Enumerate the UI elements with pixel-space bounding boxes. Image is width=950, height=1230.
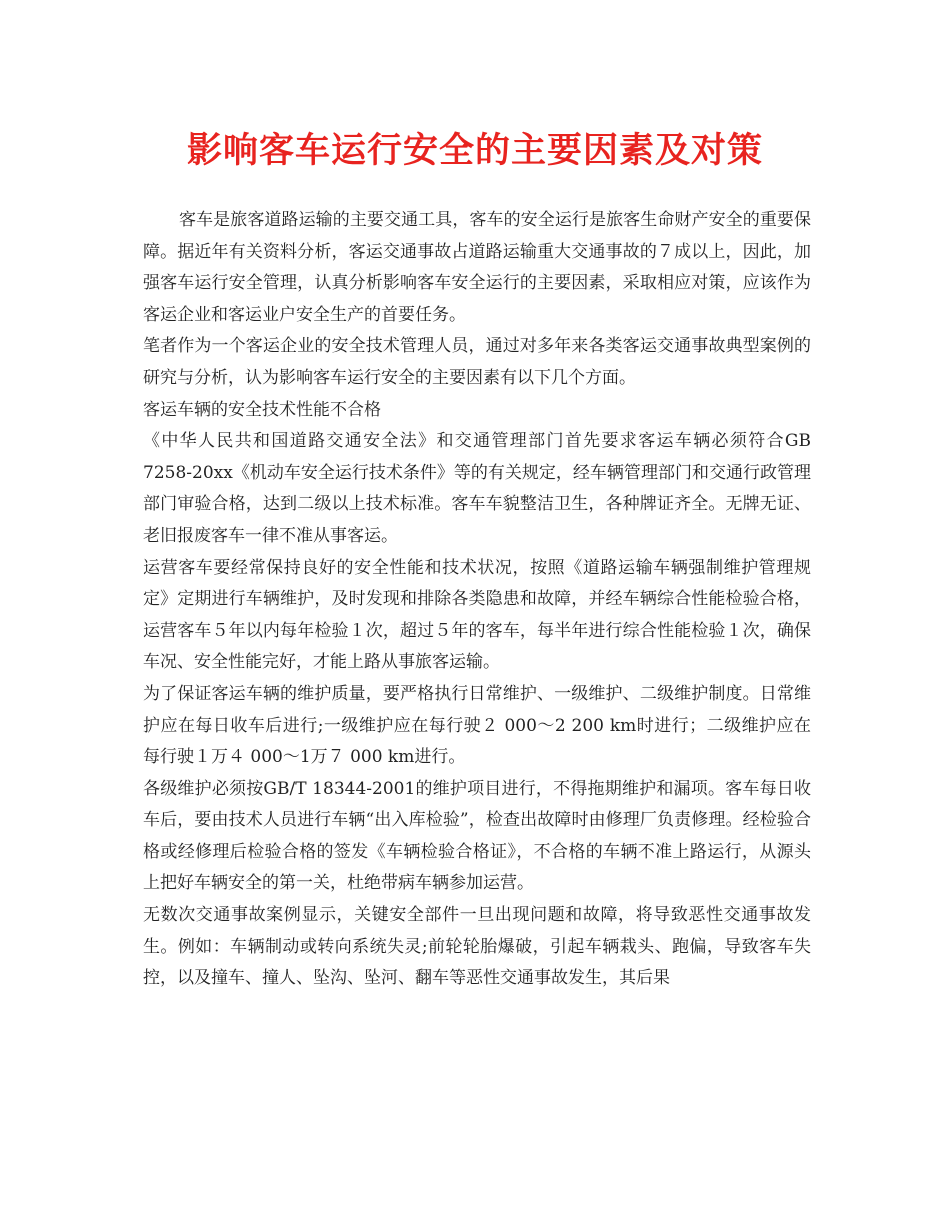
document-body <box>143 205 811 995</box>
document-title: 影响客车运行安全的主要因素及对策 <box>186 130 763 171</box>
paragraph-intro: 客车是旅客道路运输的主要交通工具，客车的安全运行是旅客生命财产安全的重要保障。据近年有关资料分析，客运交通事故占道路运输重大交通事故的７成以上，因此，加强客车运行安全管理，认真分析影响客车安全运行的主要因素，采取相应对策，应该作为客运企业和客运业户安全生产的首要任务。 <box>143 210 811 325</box>
paragraph-traffic-law: 《中华人民共和国道路交通安全法》和交通管理部门首先要求客运车辆必须符合GB 7258-20xx《机动车安全运行技术条件》等的有关规定，经车辆管理部门和交通行政管理部门审验合格，达到二级以上技术标准。客车车貌整洁卫生，各种牌证齐全。无牌无证、老旧报废客车一律不准从事客运。 <box>143 431 811 546</box>
paragraph-maintenance: 运营客车要经常保持良好的安全性能和技术状况，按照《道路运输车辆强制维护管理规定》定期进行车辆维护，及时发现和排除各类隐患和故障，并经车辆综合性能检验合格，运营客车５年以内每年检验１次，超过５年的客车，每半年进行综合性能检验１次，确保车况、安全性能完好，才能上路从事旅客运输。 <box>143 557 811 673</box>
paragraph-author-view: 笔者作为一个客运企业的安全技术管理人员，通过对多年来各类客运交通事故典型案例的研究与分析，认为影响客车运行安全的主要因素有以下几个方面。 <box>143 336 811 388</box>
section-heading-vehicle-performance: 客运车辆的安全技术性能不合格 <box>143 399 381 420</box>
paragraph-accident-cases: 无数次交通事故案例显示，关键安全部件一旦出现问题和故障，将导致恶性交通事故发生。例如：车辆制动或转向系统失灵;前轮轮胎爆破，引起车辆栽头、跑偏，导致客车失控，以及撞车、撞人、坠沟、坠河、翻车等恶性交通事故发生，其后果 <box>143 905 811 989</box>
paragraph-inspection: 各级维护必须按GB/T 18344-2001的维护项目进行，不得拖期维护和漏项。客车每日收车后，要由技术人员进行车辆“出入库检验”，检查出故障时由修理厂负责修理。经检验合格或经修理后检验合格的签发《车辆检验合格证》，不合格的车辆不准上路运行，从源头上把好车辆安全的第一关，杜绝带病车辆参加运营。 <box>143 778 811 894</box>
paragraph-maintenance-levels: 为了保证客运车辆的维护质量，要严格执行日常维护、一级维护、二级维护制度。日常维护应在每日收车后进行;一级维护应在每行驶２ 000～2 200 km时进行；二级维护应在每行驶１万４ 000～1万７ 000 km进行。 <box>143 683 811 768</box>
